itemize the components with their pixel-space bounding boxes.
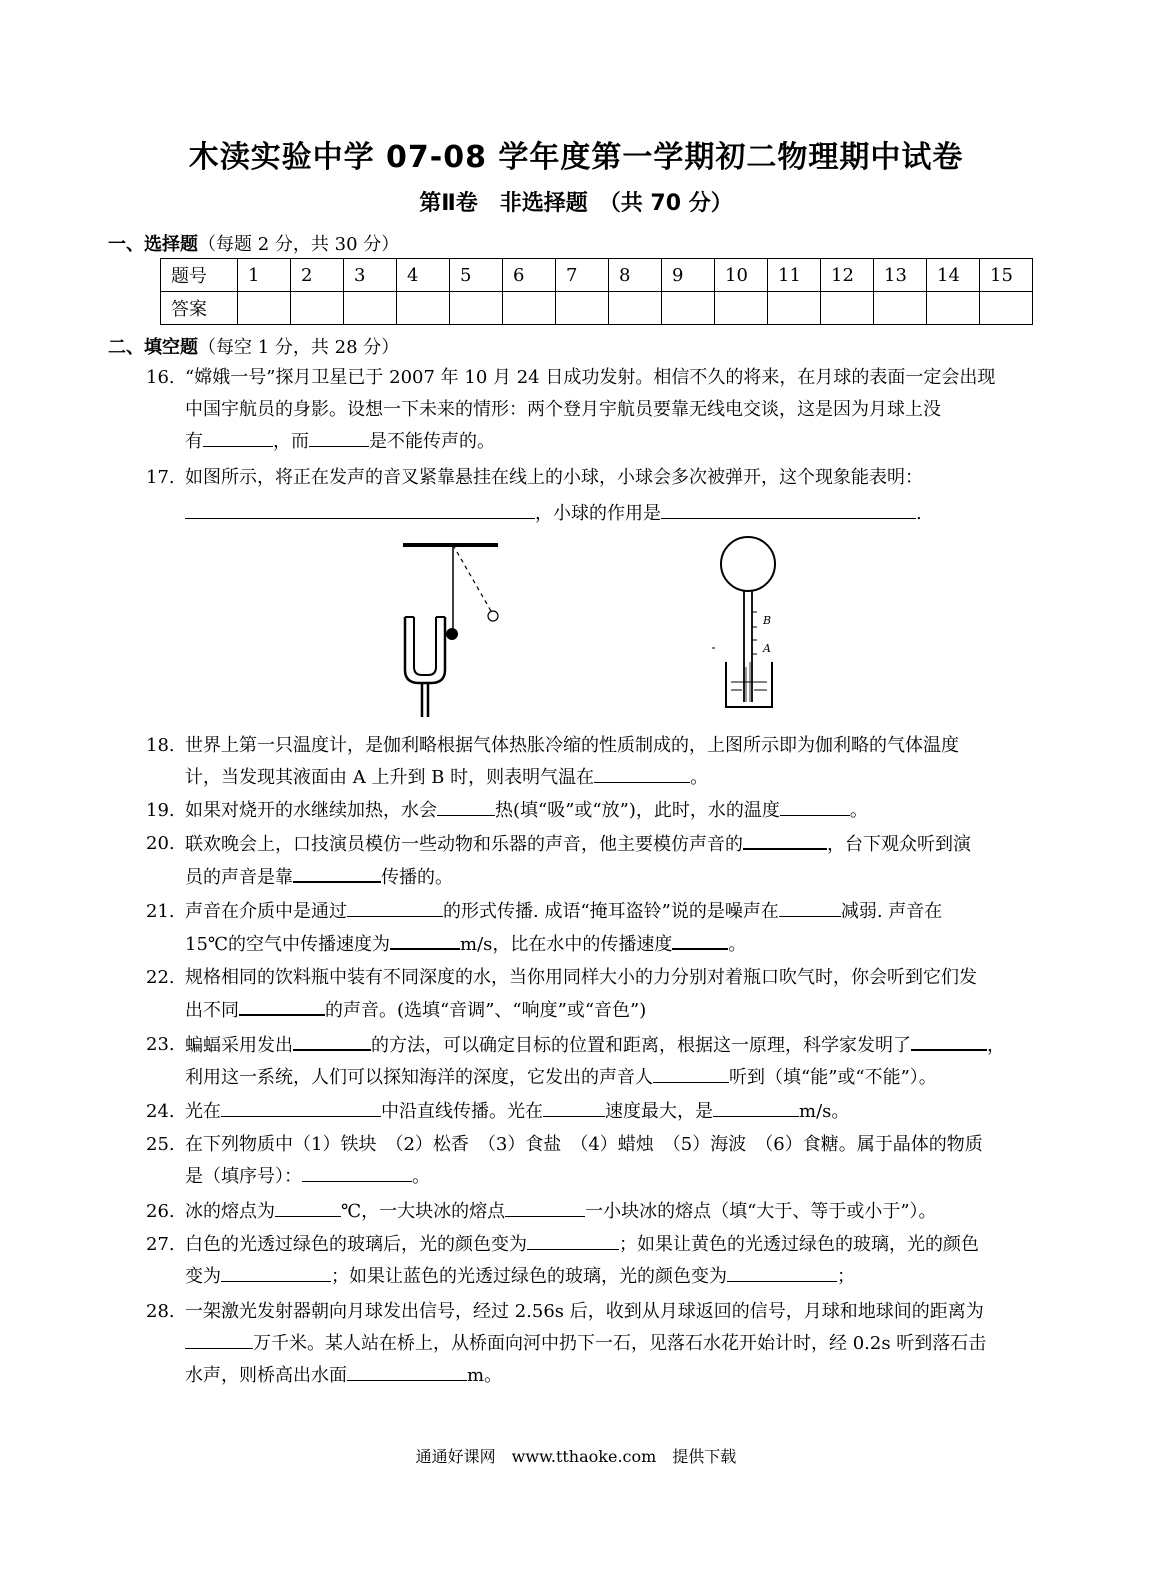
answer-cell[interactable] <box>238 292 291 325</box>
answer-blank[interactable] <box>911 1029 987 1051</box>
question-text: 有 <box>185 431 203 452</box>
question-text: 变为 <box>185 1266 221 1287</box>
question-number-cell: 7 <box>556 259 609 292</box>
question-text: 白色的光透过绿色的玻璃后，光的颜色变为 <box>185 1234 527 1255</box>
question-number-cell: 12 <box>821 259 874 292</box>
label-a: A <box>763 642 771 655</box>
answer-cell[interactable] <box>609 292 662 325</box>
question-text: ；如果让蓝色的光透过绿色的玻璃，光的颜色变为 <box>331 1266 727 1287</box>
question-27 <box>146 1229 1056 1293</box>
question-text: 利用这一系统，人们可以探知海洋的深度，它发出的声音人 <box>185 1067 653 1088</box>
question-number: 21. <box>146 901 175 922</box>
question-16 <box>146 362 1056 458</box>
question-text: 速度最大，是 <box>605 1101 713 1122</box>
answer-blank[interactable] <box>713 1096 799 1117</box>
question-text: 世界上第一只温度计，是伽利略根据气体热胀冷缩的性质制成的，上图所示即为伽利略的气体温度 <box>185 735 959 756</box>
answer-blank[interactable] <box>347 1360 467 1381</box>
question-text: 计，当发现其液面由 A 上升到 B 时，则表明气温在 <box>185 767 595 788</box>
question-text: m/s。 <box>799 1101 850 1122</box>
question-text: 热(填“吸”或“放”)，此时，水的温度 <box>495 800 780 821</box>
question-number-cell: 10 <box>715 259 768 292</box>
question-text: 光在 <box>185 1101 221 1122</box>
answer-blank[interactable] <box>309 426 369 447</box>
answer-cell[interactable] <box>344 292 397 325</box>
answer-cell[interactable] <box>556 292 609 325</box>
question-number: 24. <box>146 1101 175 1122</box>
question-number: 28. <box>146 1301 175 1322</box>
label-b: B <box>763 614 772 627</box>
answer-cell[interactable] <box>397 292 450 325</box>
question-text: m。 <box>467 1365 503 1386</box>
answer-blank[interactable] <box>780 795 850 816</box>
galileo-thermometer-figure <box>710 532 790 712</box>
section-fill-label: 二、填空题 <box>108 337 198 358</box>
section-choice-label: 一、选择题 <box>108 234 198 255</box>
question-text: 一小块冰的熔点（填“大于、等于或小于”）。 <box>585 1201 937 1222</box>
question-text: 一架激光发射器朝向月球发出信号，经过 2.56s 后，收到从月球返回的信号，月球和地球间的距离为 <box>185 1301 984 1322</box>
answer-cell[interactable] <box>768 292 821 325</box>
question-23 <box>146 1029 1056 1094</box>
question-number-cell: 11 <box>768 259 821 292</box>
answer-blank[interactable] <box>505 1196 585 1217</box>
section-fill-heading <box>108 333 399 359</box>
question-text: 传播的。 <box>381 867 453 888</box>
question-28 <box>146 1296 1056 1392</box>
section-choice-heading <box>108 230 399 256</box>
answer-blank[interactable] <box>203 426 273 447</box>
answer-blank[interactable] <box>293 1029 371 1051</box>
tuning-fork-figure <box>395 535 510 720</box>
question-text: 。 <box>690 767 709 788</box>
question-text: 员的声音是靠 <box>185 867 293 888</box>
section-choice-note: （每题 2 分，共 30 分） <box>198 234 400 255</box>
question-number: 17. <box>146 467 175 488</box>
question-text: 出不同 <box>185 1000 239 1021</box>
question-number-cell: 9 <box>662 259 715 292</box>
question-number-cell: 1 <box>238 259 291 292</box>
question-number: 27. <box>146 1234 175 1255</box>
question-19 <box>146 795 1056 827</box>
question-text: 中沿直线传播。光在 <box>381 1101 543 1122</box>
answer-blank[interactable] <box>653 1062 729 1083</box>
question-text: 。 <box>412 1166 430 1187</box>
question-number: 18. <box>146 735 175 756</box>
question-text: m/s，比在水中的传播速度 <box>460 934 673 955</box>
answer-blank[interactable] <box>221 1096 381 1117</box>
question-text: 减弱. 声音在 <box>840 901 943 922</box>
answer-blank[interactable] <box>221 1261 331 1282</box>
question-text: 。 <box>728 934 747 955</box>
answer-cell[interactable] <box>662 292 715 325</box>
question-17 <box>146 462 1056 530</box>
question-number-cell: 5 <box>450 259 503 292</box>
question-text: 是（填序号）： <box>185 1166 302 1187</box>
question-number: 19. <box>146 800 175 821</box>
question-18 <box>146 730 1056 794</box>
question-text: 的声音。(选填“音调”、“响度”或“音色”) <box>325 1000 647 1021</box>
answer-blank[interactable] <box>437 795 495 816</box>
answer-blank[interactable] <box>661 498 916 519</box>
answer-cell[interactable] <box>821 292 874 325</box>
answer-blank[interactable] <box>239 994 325 1016</box>
question-number-cell: 15 <box>980 259 1033 292</box>
question-text: ； <box>837 1266 855 1287</box>
question-text: 如图所示，将正在发声的音叉紧靠悬挂在线上的小球，小球会多次被弹开，这个现象能表明： <box>185 467 923 488</box>
question-number-cell: 2 <box>291 259 344 292</box>
question-number: 16. <box>146 367 175 388</box>
answer-blank[interactable] <box>390 928 460 950</box>
row-header-number: 题号 <box>161 259 238 292</box>
question-text: 蝙蝠采用发出 <box>185 1035 293 1056</box>
question-text: 15℃的空气中传播速度为 <box>185 934 391 955</box>
question-26 <box>146 1196 1056 1228</box>
answer-blank[interactable] <box>727 1261 837 1282</box>
question-text: 声音在介质中是通过 <box>185 901 347 922</box>
answer-table-number-row <box>161 259 1033 292</box>
answer-table-answer-row <box>161 292 1033 325</box>
question-text: ，台下观众听到演 <box>827 834 971 855</box>
question-text: 规格相同的饮料瓶中装有不同深度的水，当你用同样大小的力分别对着瓶口吹气时，你会听到它们发 <box>185 967 977 988</box>
page-footer: 通通好课网 www.tthaoke.com 提供下载 <box>415 1447 737 1466</box>
question-24 <box>146 1096 1056 1128</box>
question-text: 听到（填“能”或“不能”）。 <box>729 1067 937 1088</box>
answer-blank[interactable] <box>543 1096 605 1117</box>
question-text: 。 <box>849 800 868 821</box>
question-text: 中国宇航员的身影。设想一下未来的情形：两个登月宇航员要靠无线电交谈，这是因为月球上没 <box>185 399 941 420</box>
exam-title: 木渎实验中学 07-08 学年度第一学期初二物理期中试卷 <box>188 140 964 175</box>
answer-cell[interactable] <box>715 292 768 325</box>
question-text: 万千米。某人站在桥上，从桥面向河中扔下一石，见落石水花开始计时，经 0.2s 听到落石击 <box>253 1333 987 1354</box>
question-number-cell: 4 <box>397 259 450 292</box>
exam-subtitle: 第Ⅱ卷 非选择题 （共 70 分） <box>419 191 733 216</box>
question-22 <box>146 962 1056 1027</box>
answer-cell[interactable] <box>874 292 927 325</box>
answer-blank[interactable] <box>527 1229 619 1250</box>
question-number-cell: 13 <box>874 259 927 292</box>
question-text: 的方法，可以确定目标的位置和距离，根据这一原理，科学家发明了 <box>371 1035 911 1056</box>
question-text: 联欢晚会上，口技演员模仿一些动物和乐器的声音，他主要模仿声音的 <box>185 834 743 855</box>
question-20 <box>146 828 1056 894</box>
answer-blank[interactable] <box>185 1328 253 1349</box>
question-number: 26. <box>146 1201 175 1222</box>
answer-blank[interactable] <box>672 928 728 950</box>
question-number: 22. <box>146 967 175 988</box>
question-text: ，小球的作用是 <box>535 503 661 524</box>
question-25 <box>146 1129 1056 1193</box>
question-number-cell: 8 <box>609 259 662 292</box>
answer-cell[interactable] <box>927 292 980 325</box>
question-text: . <box>916 503 922 524</box>
answer-blank[interactable] <box>293 861 381 883</box>
answer-blank[interactable] <box>275 1196 341 1217</box>
answer-blank[interactable] <box>185 498 535 519</box>
question-number: 25. <box>146 1134 175 1155</box>
answer-blank[interactable] <box>779 896 841 917</box>
question-number: 23. <box>146 1034 175 1055</box>
question-text: ，而 <box>273 431 309 452</box>
answer-cell[interactable] <box>980 292 1033 325</box>
answer-cell[interactable] <box>291 292 344 325</box>
answer-blank[interactable] <box>302 1161 412 1182</box>
question-text: ℃，一大块冰的熔点 <box>341 1201 506 1222</box>
answer-cell[interactable] <box>503 292 556 325</box>
question-number-cell: 6 <box>503 259 556 292</box>
answer-blank[interactable] <box>743 828 827 850</box>
question-text: 的形式传播. 成语“掩耳盗铃”说的是噪声在 <box>443 901 779 922</box>
answer-cell[interactable] <box>450 292 503 325</box>
question-text: 如果对烧开的水继续加热，水会 <box>185 800 437 821</box>
question-text: ， <box>987 1035 1005 1056</box>
question-21 <box>146 896 1056 961</box>
answer-table <box>160 258 1033 325</box>
question-text: “嫦娥一号”探月卫星已于 2007 年 10 月 24 日成功发射。相信不久的将来，在月球的表面一定会出现 <box>185 367 996 388</box>
question-number-cell: 3 <box>344 259 397 292</box>
question-text: 冰的熔点为 <box>185 1201 275 1222</box>
row-header-answer: 答案 <box>161 292 238 325</box>
section-fill-note: （每空 1 分，共 28 分） <box>198 337 400 358</box>
question-text: 水声，则桥高出水面 <box>185 1365 347 1386</box>
question-text: ；如果让黄色的光透过绿色的玻璃，光的颜色 <box>619 1234 979 1255</box>
question-text: 是不能传声的。 <box>369 431 495 452</box>
answer-blank[interactable] <box>594 762 690 783</box>
question-number: 20. <box>146 833 175 854</box>
question-number-cell: 14 <box>927 259 980 292</box>
question-text: 在下列物质中（1）铁块 （2）松香 （3）食盐 （4）蜡烛 （5）海波 （6）食糖。属于晶体的物质 <box>185 1134 983 1155</box>
answer-blank[interactable] <box>347 896 443 917</box>
